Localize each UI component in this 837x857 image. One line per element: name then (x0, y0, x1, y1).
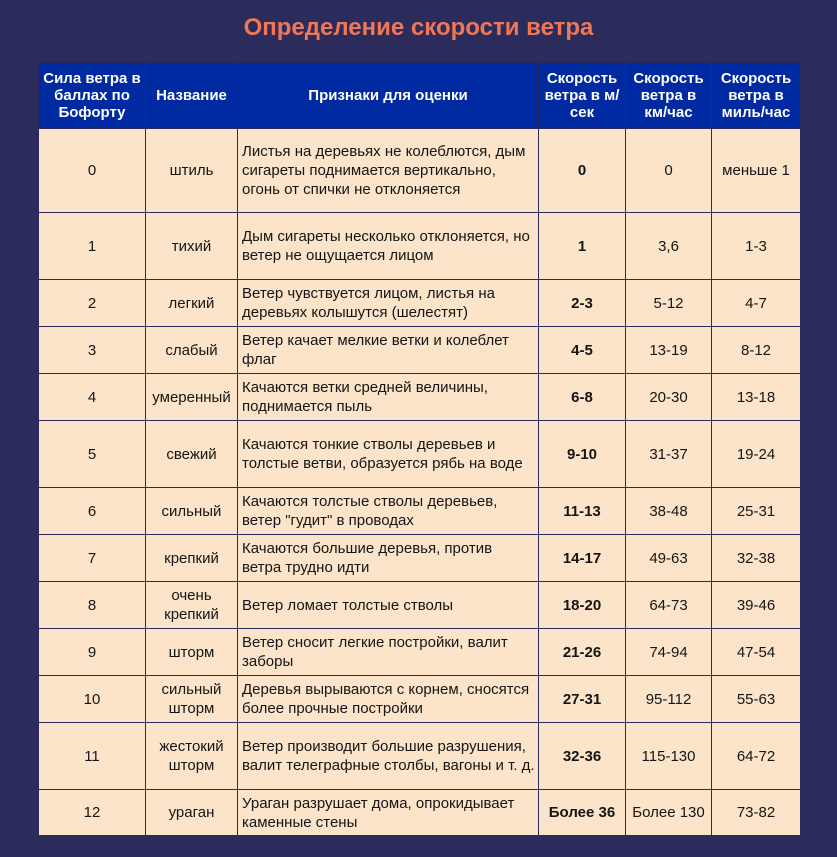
cell-mph: 13-18 (712, 374, 801, 421)
table-row (39, 535, 801, 582)
cell-force: 4 (39, 374, 146, 421)
cell-name: свежий (146, 421, 238, 488)
cell-mph: 55-63 (712, 676, 801, 723)
cell-signs: Ветер ломает толстые стволы (238, 582, 539, 629)
cell-kmh: 74-94 (626, 629, 712, 676)
header-force: Сила ветра в баллах по Бофорту (39, 63, 146, 129)
cell-ms: 1 (539, 213, 626, 280)
cell-kmh: 95-112 (626, 676, 712, 723)
cell-kmh: 0 (626, 129, 712, 213)
cell-name: штиль (146, 129, 238, 213)
cell-name: ураган (146, 790, 238, 836)
table-row (39, 421, 801, 488)
cell-mph: 64-72 (712, 723, 801, 790)
table-row (39, 629, 801, 676)
cell-force: 12 (39, 790, 146, 836)
cell-name: легкий (146, 280, 238, 327)
cell-force: 6 (39, 488, 146, 535)
wind-speed-table (38, 62, 801, 836)
header-name: Название (146, 63, 238, 129)
cell-signs: Деревья вырываются с корнем, сносятся более прочные постройки (238, 676, 539, 723)
table-row (39, 327, 801, 374)
cell-signs: Ветер сносит легкие постройки, валит заборы (238, 629, 539, 676)
table-row (39, 213, 801, 280)
cell-mph: 32-38 (712, 535, 801, 582)
cell-force: 11 (39, 723, 146, 790)
cell-signs: Ураган разрушает дома, опрокидывает каменные стены (238, 790, 539, 836)
cell-mph: 19-24 (712, 421, 801, 488)
cell-name: сильный шторм (146, 676, 238, 723)
cell-kmh: 5-12 (626, 280, 712, 327)
header-row (39, 63, 801, 129)
cell-kmh: 49-63 (626, 535, 712, 582)
table-row (39, 280, 801, 327)
cell-kmh: 13-19 (626, 327, 712, 374)
cell-ms: Более 36 (539, 790, 626, 836)
cell-force: 7 (39, 535, 146, 582)
cell-kmh: 38-48 (626, 488, 712, 535)
cell-name: шторм (146, 629, 238, 676)
cell-name: крепкий (146, 535, 238, 582)
cell-ms: 21-26 (539, 629, 626, 676)
cell-kmh: 115-130 (626, 723, 712, 790)
cell-signs: Ветер качает мелкие ветки и колеблет флаг (238, 327, 539, 374)
header-mph: Скорость ветра в миль/час (712, 63, 801, 129)
cell-name: слабый (146, 327, 238, 374)
cell-name: очень крепкий (146, 582, 238, 629)
cell-name: тихий (146, 213, 238, 280)
table-row (39, 790, 801, 836)
cell-signs: Дым сигареты несколько отклоняется, но ветер не ощущается лицом (238, 213, 539, 280)
cell-ms: 32-36 (539, 723, 626, 790)
cell-mph: 4-7 (712, 280, 801, 327)
cell-kmh: 64-73 (626, 582, 712, 629)
cell-ms: 2-3 (539, 280, 626, 327)
cell-force: 2 (39, 280, 146, 327)
cell-signs: Ветер производит большие разрушения, валит телеграфные столбы, вагоны и т. д. (238, 723, 539, 790)
cell-force: 5 (39, 421, 146, 488)
cell-force: 10 (39, 676, 146, 723)
cell-kmh: 31-37 (626, 421, 712, 488)
header-ms: Скорость ветра в м/сек (539, 63, 626, 129)
cell-name: жестокий шторм (146, 723, 238, 790)
cell-mph: меньше 1 (712, 129, 801, 213)
cell-signs: Качаются тонкие стволы деревьев и толстые ветви, образуется рябь на воде (238, 421, 539, 488)
cell-force: 0 (39, 129, 146, 213)
cell-kmh: 20-30 (626, 374, 712, 421)
page-title: Определение скорости ветра (243, 14, 594, 41)
cell-ms: 14-17 (539, 535, 626, 582)
header-signs: Признаки для оценки (238, 63, 539, 129)
cell-ms: 9-10 (539, 421, 626, 488)
cell-mph: 73-82 (712, 790, 801, 836)
cell-force: 3 (39, 327, 146, 374)
cell-mph: 8-12 (712, 327, 801, 374)
cell-signs: Ветер чувствуется лицом, листья на деревьях колышутся (шелестят) (238, 280, 539, 327)
table-row (39, 374, 801, 421)
table-row (39, 129, 801, 213)
cell-ms: 4-5 (539, 327, 626, 374)
cell-signs: Качаются толстые стволы деревьев, ветер "гудит" в проводах (238, 488, 539, 535)
table-row (39, 676, 801, 723)
cell-signs: Листья на деревьях не колеблются, дым сигареты поднимается вертикально, огонь от спички не отклоняется (238, 129, 539, 213)
cell-name: умеренный (146, 374, 238, 421)
cell-ms: 0 (539, 129, 626, 213)
cell-force: 8 (39, 582, 146, 629)
cell-force: 9 (39, 629, 146, 676)
table-row (39, 582, 801, 629)
table-row (39, 723, 801, 790)
cell-ms: 27-31 (539, 676, 626, 723)
cell-mph: 47-54 (712, 629, 801, 676)
header-kmh: Скорость ветра в км/час (626, 63, 712, 129)
cell-signs: Качаются большие деревья, против ветра трудно идти (238, 535, 539, 582)
cell-ms: 6-8 (539, 374, 626, 421)
cell-mph: 1-3 (712, 213, 801, 280)
cell-kmh: 3,6 (626, 213, 712, 280)
cell-name: сильный (146, 488, 238, 535)
table-row (39, 488, 801, 535)
cell-kmh: Более 130 (626, 790, 712, 836)
table-body (39, 129, 801, 836)
cell-signs: Качаются ветки средней величины, поднимается пыль (238, 374, 539, 421)
cell-ms: 11-13 (539, 488, 626, 535)
cell-mph: 25-31 (712, 488, 801, 535)
cell-mph: 39-46 (712, 582, 801, 629)
cell-force: 1 (39, 213, 146, 280)
cell-ms: 18-20 (539, 582, 626, 629)
